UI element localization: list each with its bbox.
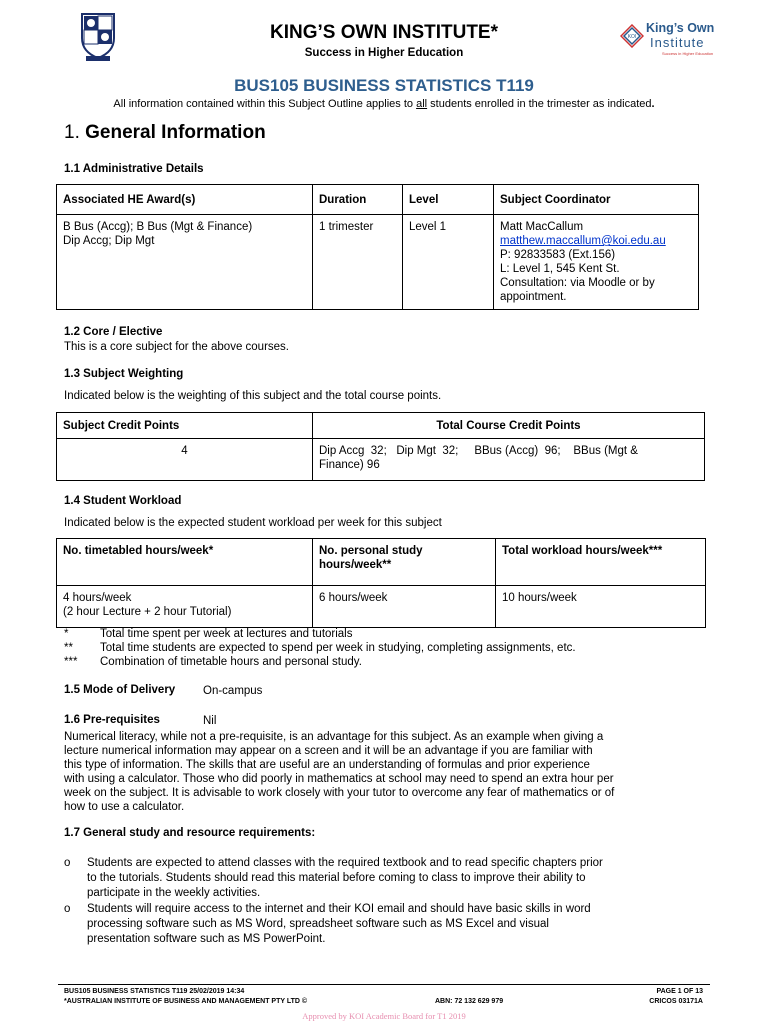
- admin-coordinator-cell: Matt MacCallum matthew.maccallum@koi.edu.au P: 92833583 (Ext.156) L: Level 1, 545 Kent St. Consultation: via Moodle or by appointment.: [494, 215, 699, 310]
- weighting-col-total: Total Course Credit Points: [313, 413, 705, 439]
- admin-col-duration: Duration: [313, 185, 403, 215]
- workload-total-cell: 10 hours/week: [496, 586, 706, 628]
- study-bullets: [64, 856, 704, 948]
- admin-heading: 1.1 Administrative Details: [64, 163, 204, 175]
- logo-tagline: Success in Higher Education: [662, 51, 714, 56]
- weighting-total-cell: Dip Accg 32; Dip Mgt 32; BBus (Accg) 96; BBus (Mgt & Finance) 96: [313, 439, 705, 481]
- footer-rule: [58, 984, 710, 985]
- footer-company: *AUSTRALIAN INSTITUTE OF BUSINESS AND MANAGEMENT PTY LTD ©: [64, 998, 308, 1005]
- koi-badge-text: KOI: [627, 34, 637, 40]
- weighting-col-subject: Subject Credit Points: [57, 413, 313, 439]
- logo-line2: Institute: [650, 35, 705, 50]
- footnote: * Total time spent per week at lectures and tutorials: [64, 628, 353, 640]
- core-heading: 1.2 Core / Elective: [64, 326, 163, 338]
- admin-table: [56, 184, 699, 310]
- section-heading: 1. General Information: [64, 122, 266, 143]
- bullet-icon: o: [64, 903, 71, 915]
- admin-col-level: Level: [403, 185, 494, 215]
- weighting-credit-cell: 4: [57, 439, 313, 481]
- workload-col-personal: No. personal study hours/week**: [313, 539, 496, 586]
- list-item: o Students will require access to the internet and their KOI email and should have basic skills in word processing software such as MS Word, spreadsheet software such as MS Excel and visual presentation software such as MS PowerPoint.: [64, 903, 591, 945]
- outline-note: All information contained within this Subject Outline applies to all students enrolled in the trimester as indicated.: [113, 98, 655, 110]
- delivery-heading: 1.5 Mode of Delivery: [64, 684, 176, 696]
- prereq-value: Nil: [203, 715, 217, 727]
- coordinator-email-link[interactable]: matthew.maccallum@koi.edu.au: [500, 235, 666, 247]
- approval-watermark: Approved by KOI Academic Board for T1 2019: [302, 1011, 466, 1021]
- prereq-heading: 1.6 Pre-requisites: [64, 714, 160, 726]
- list-item: o Students are expected to attend classes with the required textbook and to read specific chapters prior to the tutorials. Students should read this material before coming to class to improve their ability to participate in the weekly activities.: [64, 857, 603, 899]
- workload-heading: 1.4 Student Workload: [64, 495, 182, 507]
- logo-line1: King’s Own: [646, 21, 715, 35]
- workload-intro: Indicated below is the expected student workload per week for this subject: [64, 517, 442, 529]
- koi-logo: [620, 20, 730, 54]
- admin-col-award: Associated HE Award(s): [57, 185, 313, 215]
- workload-timetabled-cell: 4 hours/week (2 hour Lecture + 2 hour Tutorial): [57, 586, 313, 628]
- institute-tagline: Success in Higher Education: [304, 47, 464, 59]
- admin-award-cell: B Bus (Accg); B Bus (Mgt & Finance) Dip Accg; Dip Mgt: [57, 215, 313, 310]
- institute-name: KING’S OWN INSTITUTE*: [270, 22, 498, 43]
- admin-col-coordinator: Subject Coordinator: [494, 185, 699, 215]
- delivery-value: On-campus: [203, 685, 263, 697]
- study-heading: 1.7 General study and resource requirements:: [64, 827, 316, 839]
- workload-personal-cell: 6 hours/week: [313, 586, 496, 628]
- bullet-icon: o: [64, 857, 71, 869]
- admin-duration-cell: 1 trimester: [313, 215, 403, 310]
- workload-col-total: Total workload hours/week***: [496, 539, 706, 586]
- footer-subject: BUS105 BUSINESS STATISTICS T119 25/02/2019 14:34: [64, 988, 245, 995]
- footer-page: PAGE 1 OF 13: [656, 988, 703, 995]
- workload-table: [56, 538, 706, 628]
- workload-col-timetabled: No. timetabled hours/week*: [57, 539, 313, 586]
- footnote: *** Combination of timetable hours and personal study.: [64, 656, 362, 668]
- footer-cricos: CRICOS 03171A: [649, 998, 703, 1005]
- koi-diamond-icon: [620, 24, 644, 48]
- admin-level-cell: Level 1: [403, 215, 494, 310]
- footnote: ** Total time students are expected to spend per week in studying, completing assignments, etc.: [64, 642, 576, 654]
- weighting-table: [56, 412, 705, 481]
- footer-abn: ABN: 72 132 629 979: [435, 998, 504, 1005]
- weighting-intro: Indicated below is the weighting of this subject and the total course points.: [64, 390, 442, 402]
- weighting-heading: 1.3 Subject Weighting: [64, 368, 184, 380]
- subject-title: BUS105 BUSINESS STATISTICS T119: [234, 76, 534, 95]
- core-text: This is a core subject for the above courses.: [64, 341, 289, 353]
- prereq-text: Numerical literacy, while not a pre-requisite, is an advantage for this subject. As an example when giving a lecture numerical information may appear on a screen and it will be an advantage if you are familiar with this type of information. The skills that are useful are an understanding of formulas and prior experience with using a calculator. Those who did poorly in mathematics at school may need to spend an extra hour per week on the subject. It is advisable to work closely with your tutor to overcome any fear of mathematics or of how to use a calculator.: [64, 731, 615, 813]
